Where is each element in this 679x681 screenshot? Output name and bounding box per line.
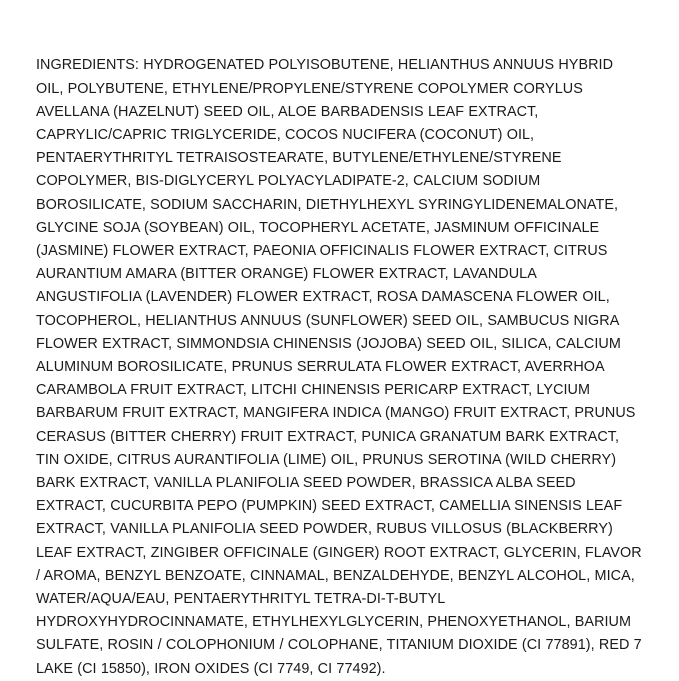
ingredients-paragraph: INGREDIENTS: HYDROGENATED POLYISOBUTENE, HELIANTHUS ANNUUS HYBRID OIL, POLYBUTENE, ETHYLENE/PROPYLENE/STYRENE COPOLYMER CORYLUS AVELLANA (HAZELNUT) SEED OIL, ALOE BARBADENSIS LEAF EXTRACT, CAPRYLIC/CAPRIC TRIGLYCERIDE, COCOS NUCIFERA (COCONUT) OIL, PENTAERYTHRITYL TETRAISOSTEARATE, BUTYLENE/ETHYLENE/STYRENE COPOLYMER, BIS-DIGLYCERYL POLYACYLADIPATE-2, CALCIUM SODIUM BOROSILICATE, SODIUM SACCHARIN, DIETHYLHEXYL SYRINGYLIDENEMALONATE, GLYCINE SOJA (SOYBEAN) OIL, TOCOPHERYL ACETATE, JASMINUM OFFICINALE (JASMINE) FLOWER EXTRACT, PAEONIA OFFICINALIS FLOWER EXTRACT, CITRUS AURANTIUM AMARA (BITTER ORANGE) FLOWER EXTRACT, LAVANDULA ANGUSTIFOLIA (LAVENDER) FLOWER EXTRACT, ROSA DAMASCENA FLOWER OIL, TOCOPHEROL, HELIANTHUS ANNUUS (SUNFLOWER) SEED OIL, SAMBUCUS NIGRA FLOWER EXTRACT, SIMMONDSIA CHINENSIS (JOJOBA) SEED OIL, SILICA, CALCIUM ALUMINUM BOROSILICATE, PRUNUS SERRULATA FLOWER EXTRACT, AVERRHOA CARAMBOLA FRUIT EXTRACT, LITCHI CHINENSIS PERICARP EXTRACT, LYCIUM BARBARUM FRUIT EXTRACT, MANGIFERA INDICA (MANGO) FRUIT EXTRACT, PRUNUS CERASUS (BITTER CHERRY) FRUIT EXTRACT, PUNICA GRANATUM BARK EXTRACT, TIN OXIDE, CITRUS AURANTIFOLIA (LIME) OIL, PRUNUS SEROTINA (WILD CHERRY) BARK EXTRACT, VANILLA PLANIFOLIA SEED POWDER, BRASSICA ALBA SEED EXTRACT, CUCURBITA PEPO (PUMPKIN) SEED EXTRACT, CAMELLIA SINENSIS LEAF EXTRACT, VANILLA PLANIFOLIA SEED POWDER, RUBUS VILLOSUS (BLACKBERRY) LEAF EXTRACT, ZINGIBER OFFICINALE (GINGER) ROOT EXTRACT, GLYCERIN, FLAVOR / AROMA, BENZYL BENZOATE, CINNAMAL, BENZALDEHYDE, BENZYL ALCOHOL, MICA, WATER/AQUA/EAU, PENTAERYTHRITYL TETRA-DI-T-BUTYL HYDROXYHYDROCINNAMATE, ETHYLHEXYLGLYCERIN, PHENOXYETHANOL, BARIUM SULFATE, ROSIN / COLOPHONIUM / COLOPHANE, TITANIUM DIOXIDE (CI 77891), RED 7 LAKE (CI 15850), IRON OXIDES (CI 7749, CI 77492). xyxy=(36,57,642,677)
